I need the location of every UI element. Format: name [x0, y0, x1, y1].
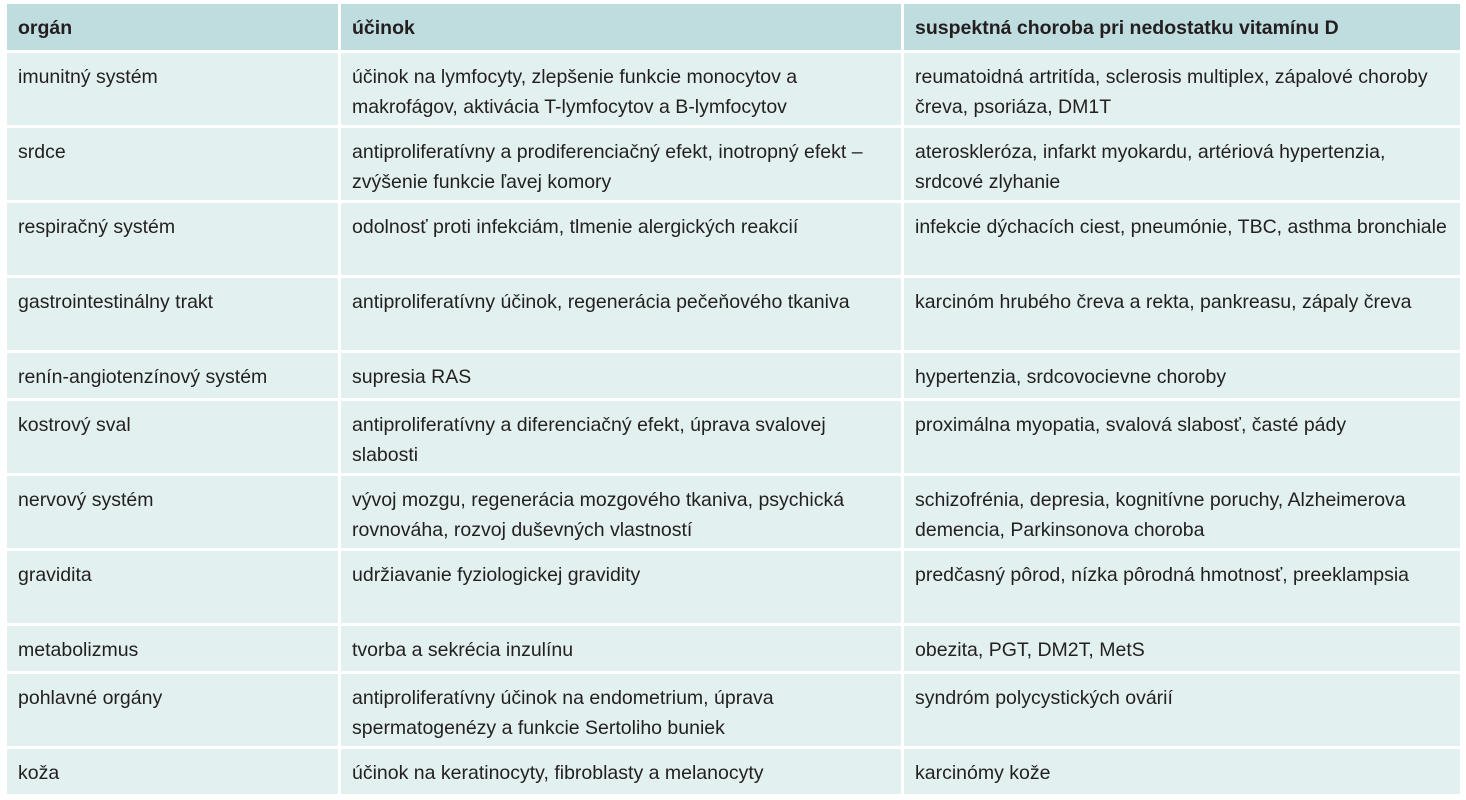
- table-row: [7, 749, 1460, 797]
- cell-effect: udržiavanie fyziologickej gravidity: [338, 551, 901, 626]
- table-row: [7, 128, 1460, 203]
- cell-effect: antiproliferatívny účinok na endometrium, úprava spermatogenézy a funkcie Sertoliho buniek: [338, 674, 901, 749]
- table-row: [7, 203, 1460, 278]
- table-row: [7, 401, 1460, 476]
- cell-effect: odolnosť proti infekciám, tlmenie alergických reakcií: [338, 203, 901, 278]
- cell-organ: metabolizmus: [7, 626, 338, 674]
- header-row: [7, 4, 1460, 53]
- table-header: [7, 4, 1460, 53]
- table-row: [7, 278, 1460, 353]
- cell-disease: proximálna myopatia, svalová slabosť, časté pády: [901, 401, 1460, 476]
- cell-disease: obezita, PGT, DM2T, MetS: [901, 626, 1460, 674]
- cell-disease: reumatoidná artritída, sclerosis multiplex, zápalové choroby čreva, psoriáza, DM1T: [901, 53, 1460, 128]
- cell-effect: tvorba a sekrécia inzulínu: [338, 626, 901, 674]
- cell-organ: imunitný systém: [7, 53, 338, 128]
- table-row: [7, 53, 1460, 128]
- vitamin-d-table: [7, 4, 1460, 797]
- table-row: [7, 353, 1460, 401]
- cell-organ: gastrointestinálny trakt: [7, 278, 338, 353]
- cell-organ: srdce: [7, 128, 338, 203]
- cell-disease: schizofrénia, depresia, kognitívne poruchy, Alzheimerova demencia, Parkinsonova choroba: [901, 476, 1460, 551]
- cell-effect: antiproliferatívny účinok, regenerácia pečeňového tkaniva: [338, 278, 901, 353]
- cell-organ: renín-angiotenzínový systém: [7, 353, 338, 401]
- cell-disease: hypertenzia, srdcovocievne choroby: [901, 353, 1460, 401]
- cell-disease: ateroskleróza, infarkt myokardu, artériová hypertenzia, srdcové zlyhanie: [901, 128, 1460, 203]
- header-disease: suspektná choroba pri nedostatku vitamínu D: [901, 4, 1460, 53]
- cell-effect: účinok na keratinocyty, fibroblasty a melanocyty: [338, 749, 901, 797]
- cell-effect: vývoj mozgu, regenerácia mozgového tkaniva, psychická rovnováha, rozvoj duševných vlastností: [338, 476, 901, 551]
- cell-effect: antiproliferatívny a diferenciačný efekt, úprava svalovej slabosti: [338, 401, 901, 476]
- cell-disease: karcinóm hrubého čreva a rekta, pankreasu, zápaly čreva: [901, 278, 1460, 353]
- table-row: [7, 674, 1460, 749]
- table-row: [7, 551, 1460, 626]
- cell-organ: pohlavné orgány: [7, 674, 338, 749]
- header-effect: účinok: [338, 4, 901, 53]
- table-row: [7, 476, 1460, 551]
- header-organ: orgán: [7, 4, 338, 53]
- cell-organ: koža: [7, 749, 338, 797]
- cell-effect: účinok na lymfocyty, zlepšenie funkcie monocytov a makrofágov, aktivácia T-lymfocytov a B-lymfocytov: [338, 53, 901, 128]
- table-body: [7, 53, 1460, 797]
- cell-disease: karcinómy kože: [901, 749, 1460, 797]
- cell-organ: nervový systém: [7, 476, 338, 551]
- table-row: [7, 626, 1460, 674]
- cell-effect: antiproliferatívny a prodiferenciačný efekt, inotropný efekt – zvýšenie funkcie ľavej komory: [338, 128, 901, 203]
- cell-organ: gravidita: [7, 551, 338, 626]
- cell-disease: predčasný pôrod, nízka pôrodná hmotnosť, preeklampsia: [901, 551, 1460, 626]
- cell-disease: infekcie dýchacích ciest, pneumónie, TBC, asthma bronchiale: [901, 203, 1460, 278]
- cell-effect: supresia RAS: [338, 353, 901, 401]
- cell-disease: syndróm polycystických ovárií: [901, 674, 1460, 749]
- cell-organ: kostrový sval: [7, 401, 338, 476]
- cell-organ: respiračný systém: [7, 203, 338, 278]
